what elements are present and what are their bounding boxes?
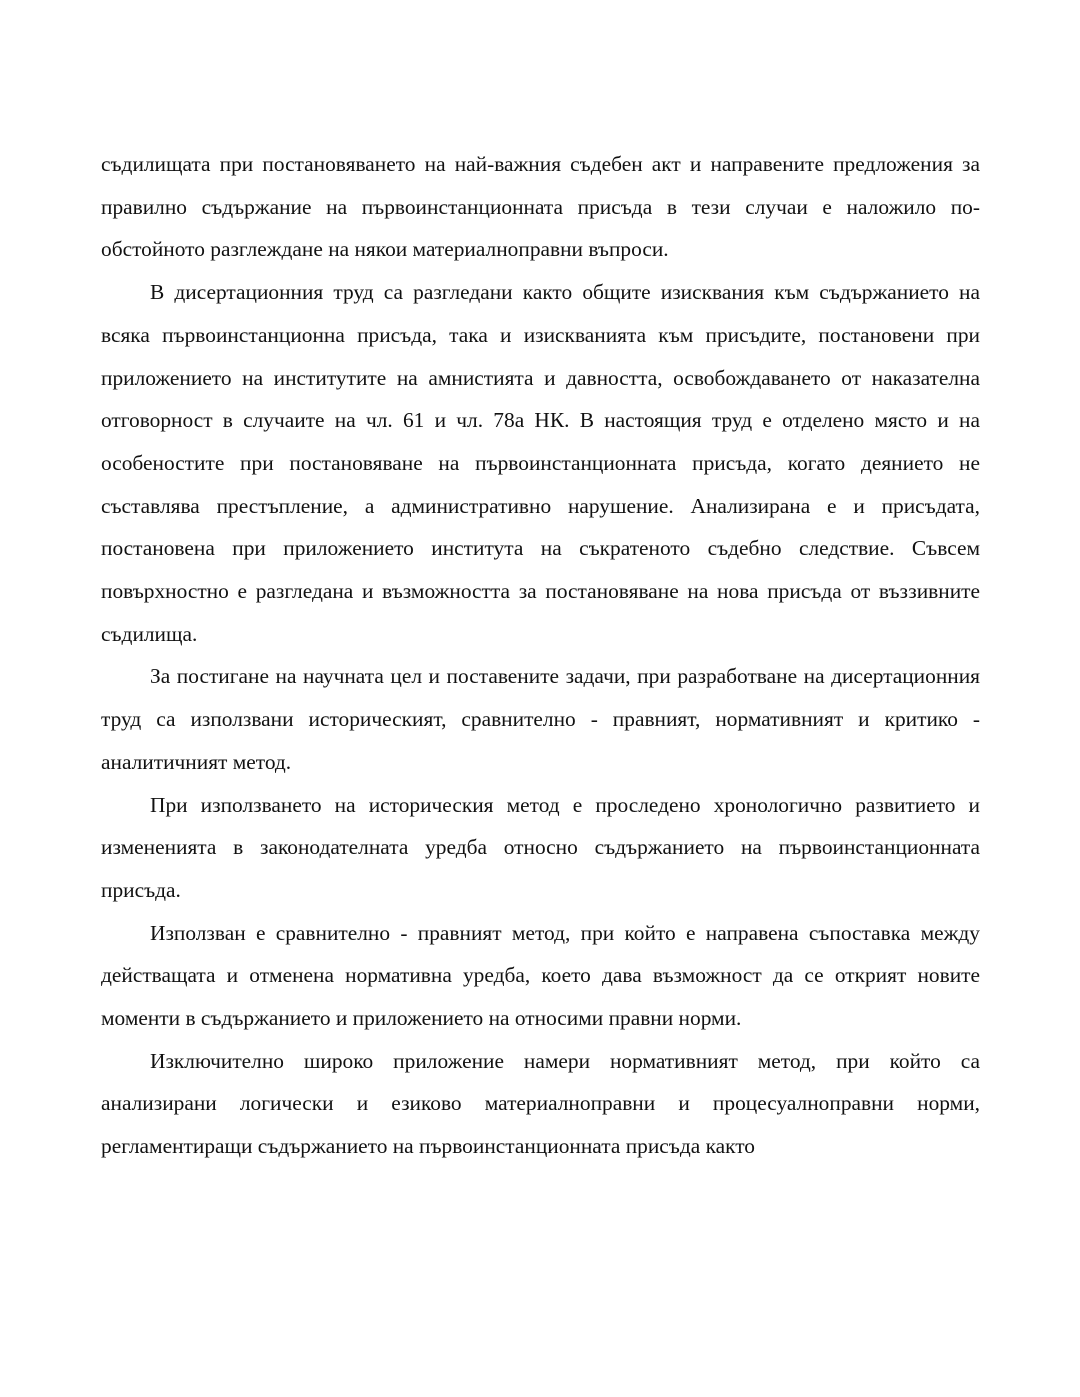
paragraph-normative-method: Изключително широко приложение намери нормативният метод, при който са анализирани логически и езиково материалноправни и процесуалноправни норми, регламентиращи съдържанието на първоинстанционната присъда както <box>101 1048 980 1159</box>
paragraph-scope: В дисертационния труд са разгледани както общите изисквания към съдържанието на всяка първоинстанционна присъда, така и изискванията към присъдите, постановени при приложението на институтите на амнистията и давността, освобождаването от наказателна отговорност в случаите на чл. 61 и чл. 78а НК. В настоящия труд е отделено място и на особеностите при постановяване на първоинстанционната присъда, когато деянието не съставлява престъпление, а административно нарушение. Анализирана е и присъдата, постановена при приложението института на съкратеното съдебно следствие. Съвсем повърхностно е разгледана и възможността за постановяване на нова присъда от въззивните съдилища. <box>101 280 980 646</box>
paragraph-comparative-method: Използван е сравнително - правният метод, при който е направена съпоставка между действащата и отменена нормативна уредба, което дава възможност да се открият новите моменти в съдържанието и приложението на относими правни норми. <box>101 920 980 1031</box>
paragraph-methods: За постигане на научната цел и поставените задачи, при разработване на дисертационния труд са използвани историческият, сравнително - правният, нормативният и критико - аналитичният метод. <box>101 664 980 774</box>
paragraph-historical-method: При използването на историческия метод е проследено хронологично развитието и измененията в законодателната уредба относно съдържанието на първоинстанционната присъда. <box>101 792 980 902</box>
body-text <box>101 143 980 1168</box>
paragraph-continuation: съдилищата при постановяването на най-важния съдебен акт и направените предложения за правилно съдържание на първоинстанционната присъда в тези случаи е наложило по-обстойното разглеждане на някои материалноправни въпроси. <box>101 152 980 262</box>
